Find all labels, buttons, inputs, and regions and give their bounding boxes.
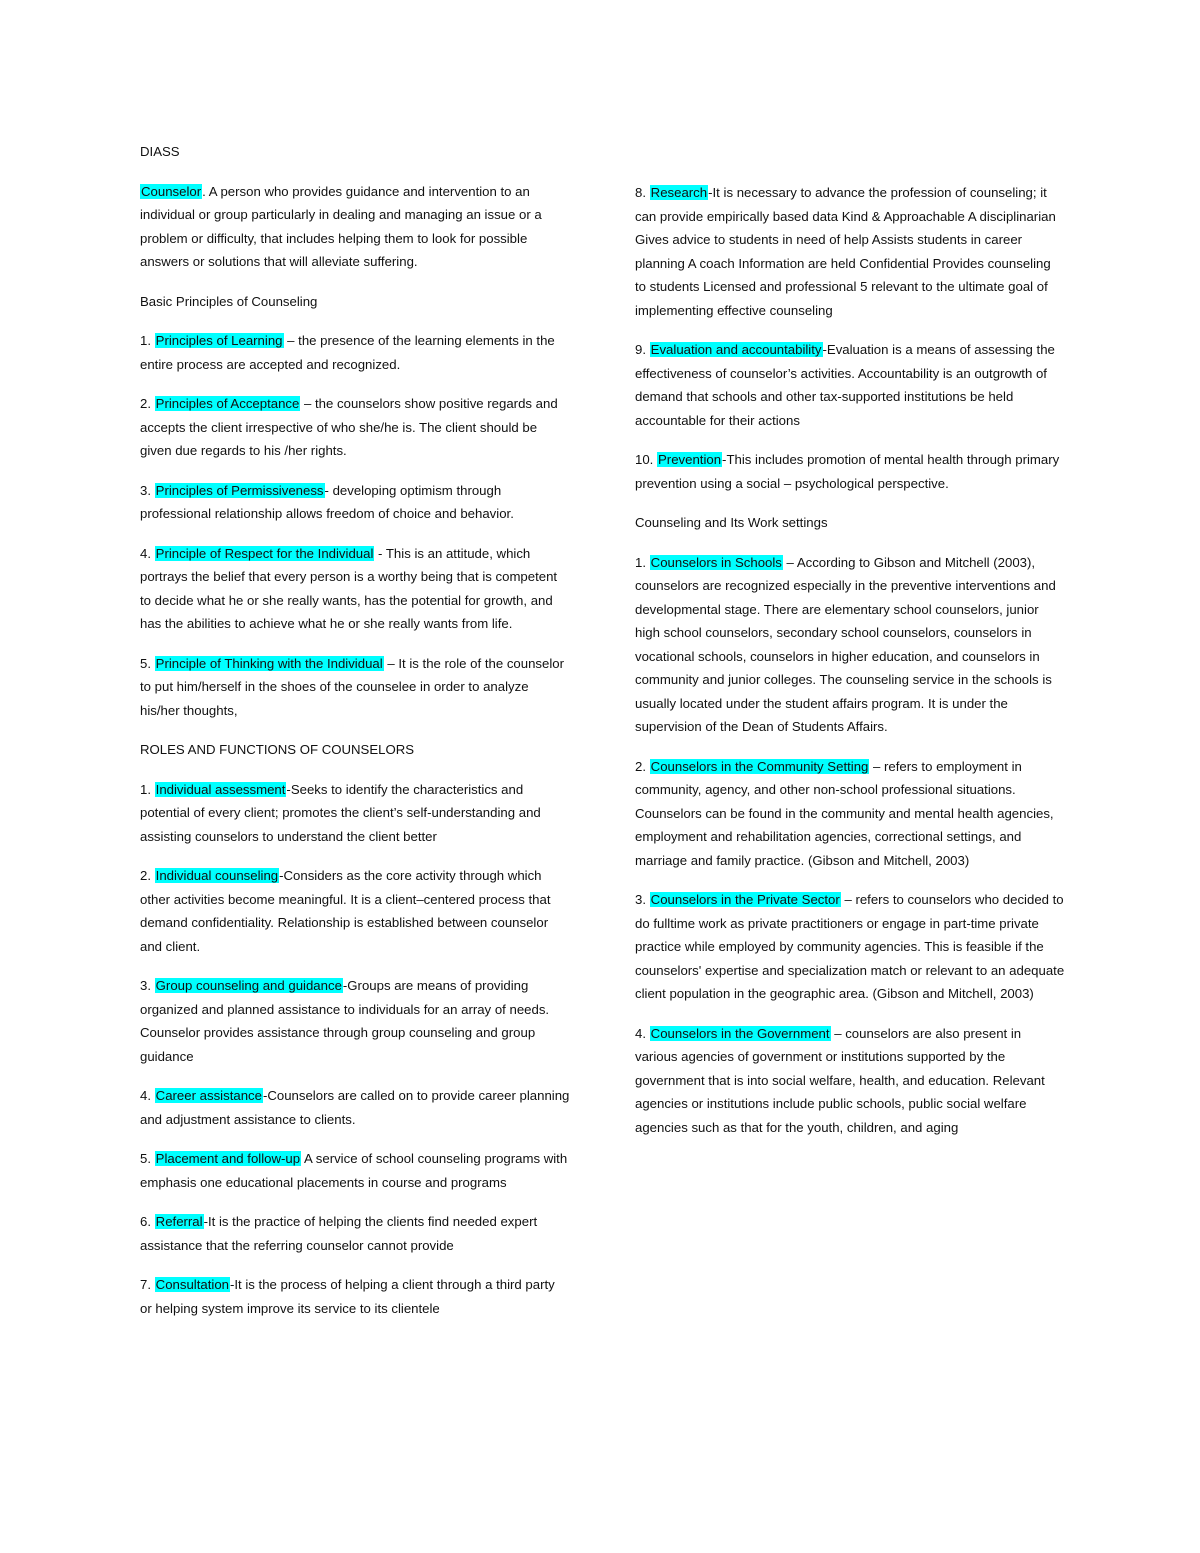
highlighted-term: Counselors in the Private Sector: [650, 892, 840, 907]
item-text: -Seeks to identify the characteristics and potential of every client; promotes the client’s self-understanding and assisting counselors to understand the client better: [140, 781, 541, 844]
item-text: A service of school counseling programs with emphasis one educational placements in course and programs: [140, 1151, 568, 1190]
role-item: [140, 1273, 570, 1320]
principle-item: [140, 479, 570, 526]
role-item: [140, 1210, 570, 1257]
role-item: [635, 448, 1065, 495]
item-text: -Counselors are called on to provide career planning and adjustment assistance to clients.: [140, 1088, 570, 1127]
highlighted-term: Career assistance: [155, 1088, 262, 1103]
highlighted-term: Evaluation and accountability: [650, 342, 822, 357]
settings-heading: Counseling and Its Work settings: [635, 515, 828, 530]
item-number: 4.: [140, 1088, 155, 1103]
principles-heading: Basic Principles of Counseling: [140, 293, 318, 309]
item-text: -It is necessary to advance the profession of counseling; it can provide empirically based data Kind & Approachable A disciplinarian Gives advice to students in need of help Assists students in career planning A coach Information are held Confidential Provides counseling to students Licensed and professional 5 relevant to the ultimate goal of implementing effective counseling: [635, 185, 1056, 318]
principle-item: [140, 329, 570, 376]
item-text: – the counselors show positive regards and accepts the client irrespective of who she/he is. The client should be given due regards to his /her rights.: [140, 396, 558, 458]
item-text: - developing optimism through professional relationship allows freedom of choice and behavior.: [140, 482, 514, 521]
highlighted-term: Principles of Permissiveness: [155, 482, 324, 498]
item-text: – refers to counselors who decided to do fulltime work as private practitioners or engage in part-time private practice while employed by community agencies. This is feasible if the counselors' expertise and specialization match or relevant to an adequate client population in the geographic area. (Gibson and Mitchell, 2003): [635, 892, 1065, 1001]
item-number: 6.: [140, 1214, 155, 1229]
highlighted-term: Consultation: [155, 1277, 229, 1292]
item-number: 5.: [140, 1151, 155, 1166]
item-number: 4.: [635, 1025, 650, 1041]
item-text: -Groups are means of providing organized and planned assistance to individuals for an array of needs. Counselor provides assistance through group counseling and group guidance: [140, 978, 550, 1064]
left-column: [140, 140, 570, 1336]
highlighted-term: Principles of Acceptance: [155, 396, 300, 411]
highlighted-term: Counselors in Schools: [650, 554, 782, 570]
principle-item: [140, 392, 570, 463]
item-text: – counselors are also present in various agencies of government or institutions supported by the government that is into social welfare, health, and education. Relevant agencies or institutions include public schools, public social welfare agencies such as that for the youth, children, and aging: [635, 1025, 1045, 1135]
item-number: 10.: [635, 452, 657, 467]
item-number: 1.: [140, 333, 155, 348]
item-number: 2.: [635, 758, 650, 774]
item-number: 3.: [140, 482, 155, 498]
right-column: [635, 181, 1065, 1155]
item-number: 3.: [140, 978, 155, 993]
item-number: 1.: [140, 781, 155, 797]
setting-item: [635, 755, 1065, 873]
highlighted-term: Placement and follow-up: [155, 1151, 301, 1166]
item-text: -Evaluation is a means of assessing the effectiveness of counselor’s activities. Accountability is an outgrowth of demand that schools and other tax-supported institutions be held accountable for their actions: [635, 342, 1055, 428]
highlighted-term: Group counseling and guidance: [155, 978, 342, 993]
highlighted-term: Principles of Learning: [155, 333, 283, 348]
intro-text: . A person who provides guidance and intervention to an individual or group particularly in dealing and managing an issue or a problem or difficulty, that includes helping them to look for possible answers or solutions that will alleviate suffering.: [140, 183, 542, 269]
item-number: 8.: [635, 185, 650, 200]
highlighted-term: Counselors in the Community Setting: [650, 758, 869, 774]
item-text: – It is the role of the counselor to put him/herself in the shoes of the counselee in order to analyze his/her thoughts,: [140, 655, 565, 718]
item-text: – According to Gibson and Mitchell (2003), counselors are recognized especially in the preventive interventions and developmental stage. There are elementary school counselors, junior high school counselors, secondary school counselors, counselors in vocational schools, counselors in higher education, and counselors in community and junior colleges. The counseling service in the schools is usually located under the student affairs program. It is under the supervision of the Dean of Students Affairs.: [635, 554, 1056, 734]
role-item: [140, 1147, 570, 1194]
highlighted-term: Counselor: [141, 183, 202, 199]
highlighted-term: Principle of Respect for the Individual: [155, 545, 374, 561]
highlighted-term: Counselors in the Government: [650, 1025, 830, 1041]
role-item: [140, 778, 570, 849]
role-item: [635, 338, 1065, 432]
item-text: -It is the process of helping a client through a third party or helping system improve its service to its clientele: [140, 1277, 555, 1316]
highlighted-term: Principle of Thinking with the Individual: [155, 655, 383, 671]
setting-item: [635, 551, 1065, 739]
role-item: [635, 181, 1065, 322]
principle-item: [140, 542, 570, 636]
item-text: – refers to employment in community, agency, and other non-school professional situations. Counselors can be found in the community and mental health agencies, employment and rehabilitation agencies, correctional settings, and marriage and family practice. (Gibson and Mitchell, 2003): [635, 758, 1054, 868]
highlighted-term: Prevention: [658, 452, 722, 467]
role-item: [140, 974, 570, 1068]
setting-item: [635, 888, 1065, 1006]
highlighted-term: Research: [650, 185, 708, 200]
highlighted-term: Individual counseling: [155, 868, 279, 883]
item-number: 1.: [635, 554, 650, 570]
document-title: DIASS: [140, 144, 180, 159]
roles-heading: ROLES AND FUNCTIONS OF COUNSELORS: [140, 742, 415, 757]
item-number: 4.: [140, 545, 155, 561]
item-number: 7.: [140, 1277, 155, 1292]
item-number: 5.: [140, 655, 155, 671]
principle-item: [140, 652, 570, 723]
setting-item: [635, 1022, 1065, 1140]
intro-paragraph: [140, 180, 570, 274]
item-text: -This includes promotion of mental health through primary prevention using a social – psychological perspective.: [635, 452, 1060, 491]
item-number: 2.: [140, 396, 155, 411]
highlighted-term: Individual assessment: [155, 781, 286, 797]
item-text: – the presence of the learning elements in the entire process are accepted and recognized.: [140, 333, 555, 372]
role-item: [140, 864, 570, 958]
item-number: 3.: [635, 892, 650, 907]
item-text: - This is an attitude, which portrays the belief that every person is a worthy being that is competent to decide what he or she really wants, has the potential for growth, and has the abilities to achieve what he or she really wants from life.: [140, 545, 558, 631]
role-item: [140, 1084, 570, 1131]
highlighted-term: Referral: [155, 1214, 203, 1229]
item-number: 9.: [635, 342, 650, 357]
item-text: -It is the practice of helping the clients find needed expert assistance that the referring counselor cannot provide: [140, 1214, 538, 1253]
item-number: 2.: [140, 868, 155, 883]
item-text: -Considers as the core activity through which other activities become meaningful. It is a client–centered process that demand confidentiality. Relationship is established between counselor and client.: [140, 868, 551, 954]
